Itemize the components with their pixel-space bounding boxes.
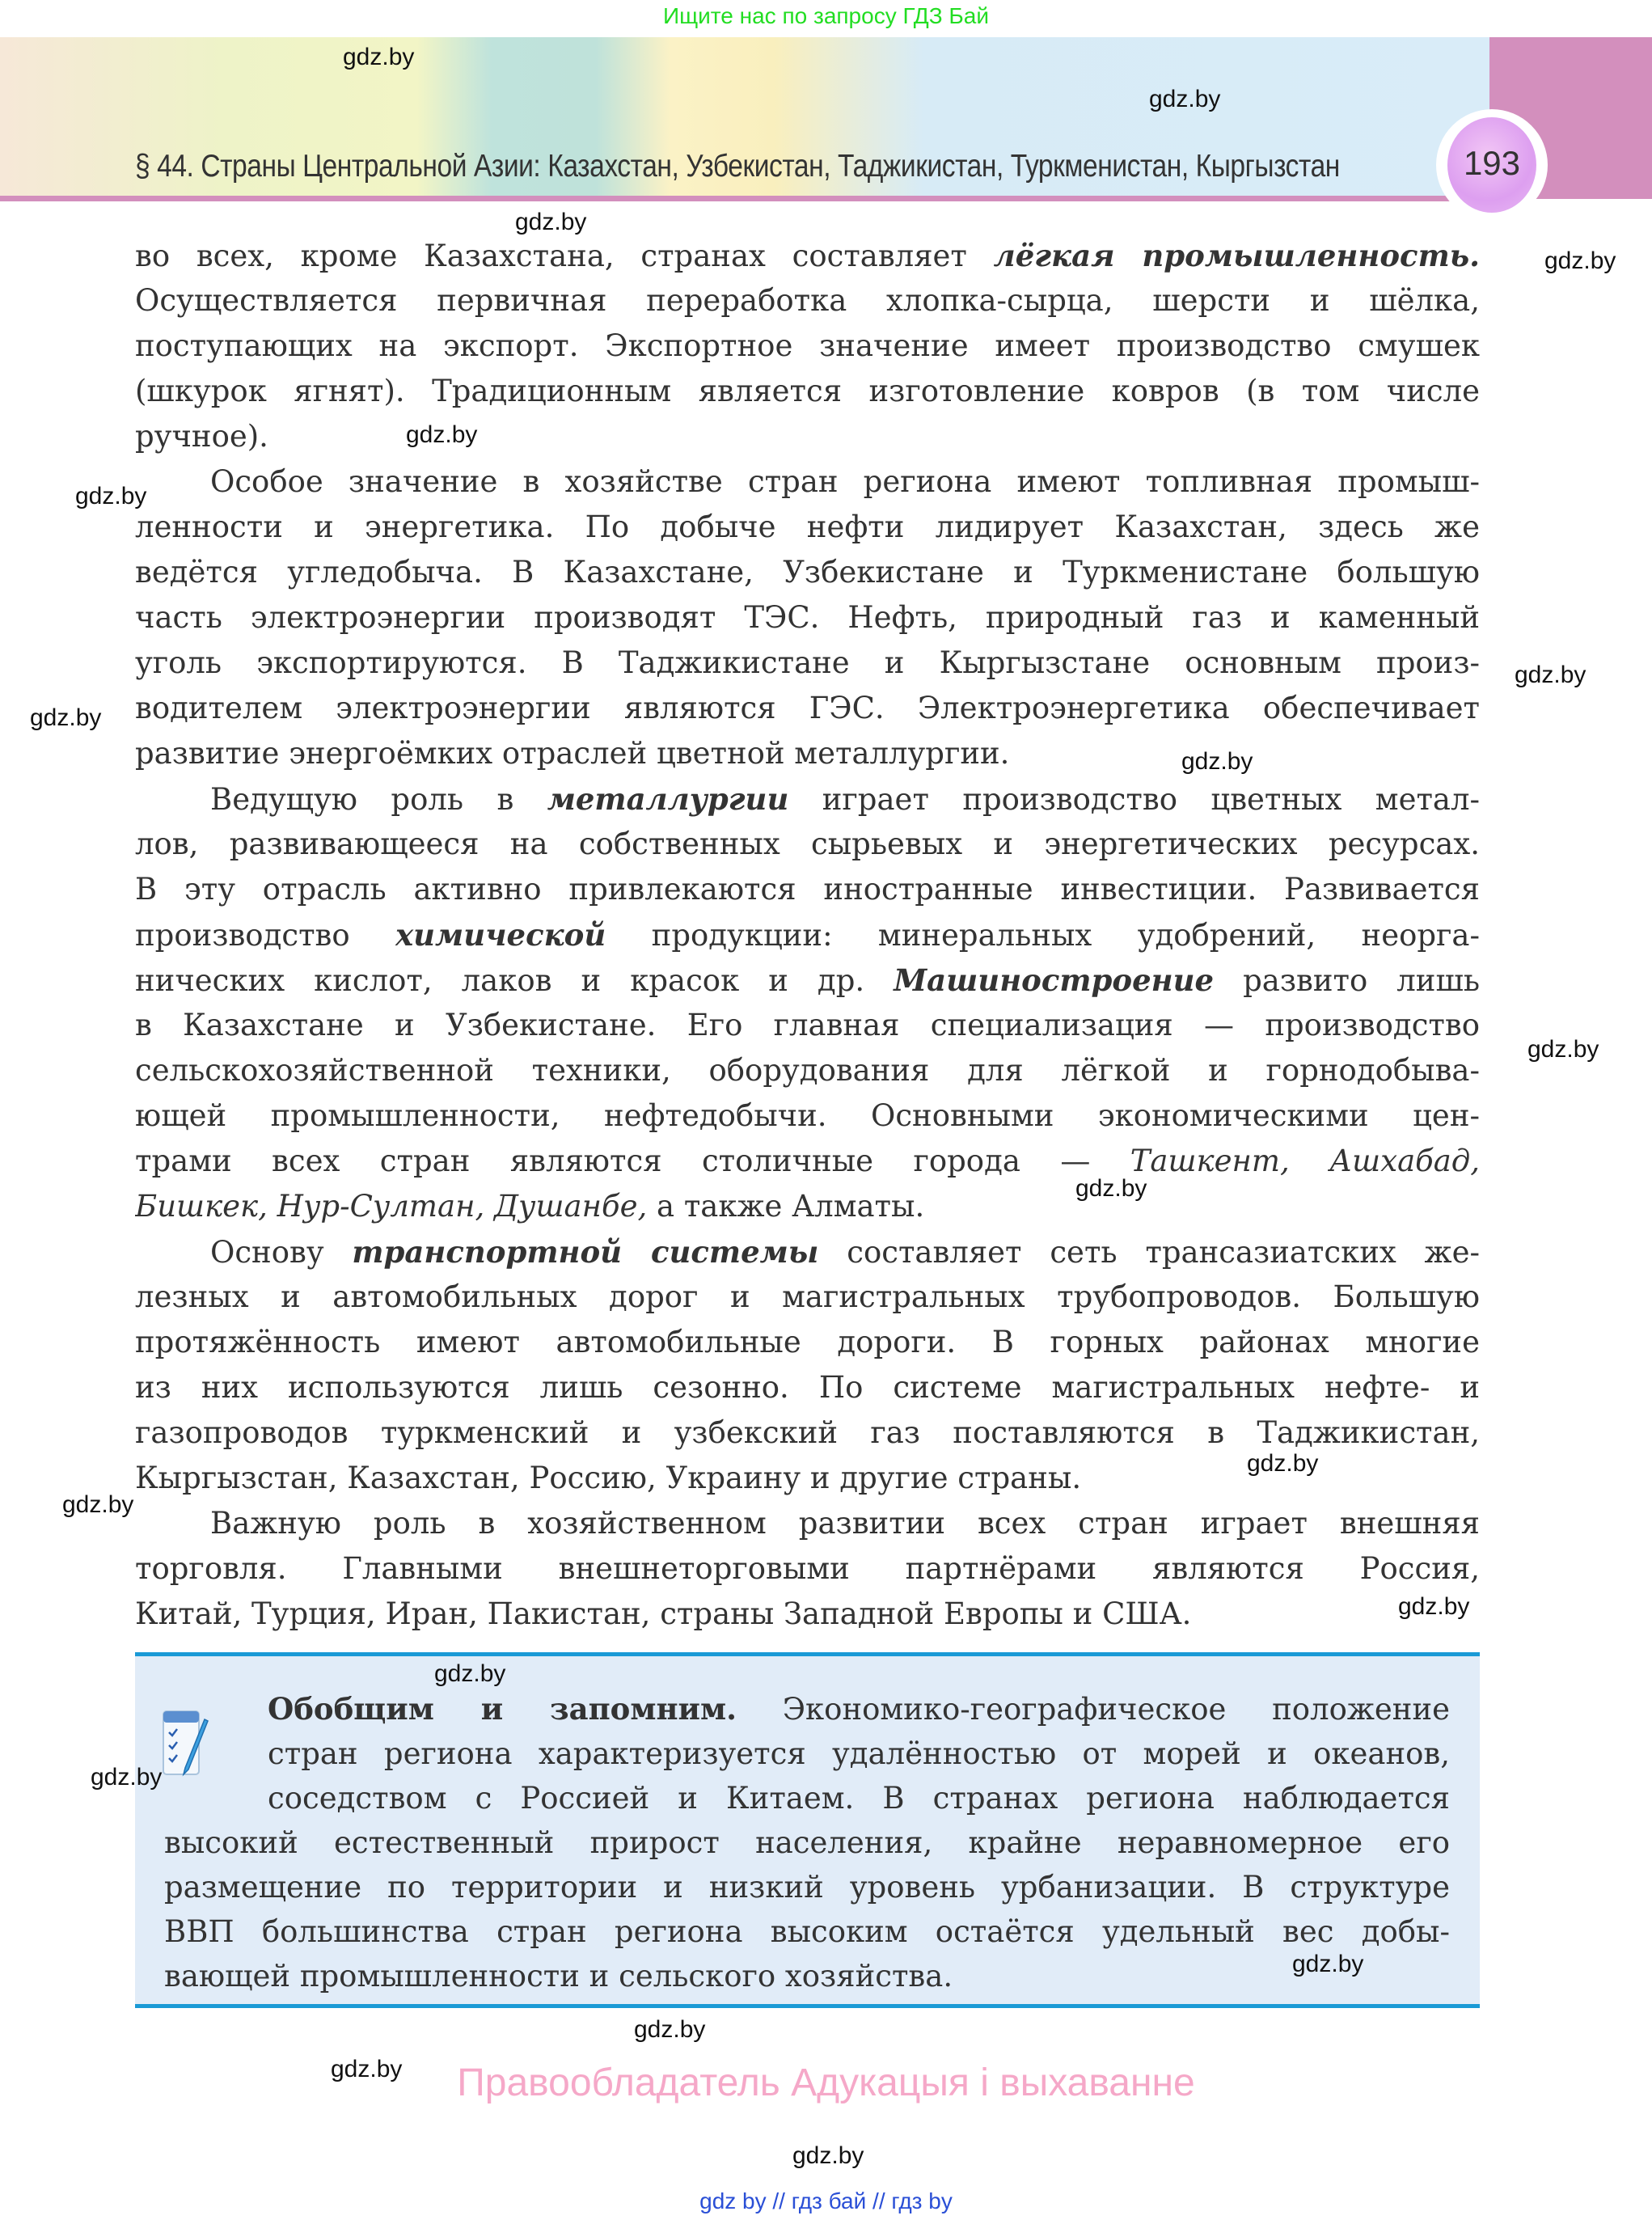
summary-text (164, 1687, 1450, 1998)
text-run: уголь экспортируются. В Таджикистане и Кыргызстане основным произ- (135, 645, 1480, 680)
text-run: соседством с Россией и Китаем. В странах региона наблюдается (268, 1781, 1450, 1816)
watermark: gdz.by (515, 209, 587, 235)
text-line (135, 822, 1480, 867)
body-text (135, 233, 1480, 1637)
text-line (135, 1229, 1480, 1275)
search-hint: Ищите нас по запросу ГДЗ Бай (662, 3, 990, 28)
text-line (135, 233, 1480, 278)
paragraph (135, 776, 1480, 1229)
text-run: в Казахстане и Узбекистане. Его главная специализация — производство (135, 1008, 1480, 1042)
text-run: лезных и автомобильных дорог и магистральных трубопроводов. Большую (135, 1279, 1480, 1314)
watermark: gdz.by (1544, 247, 1616, 274)
text-run: составляет сеть трансазиатских же- (818, 1235, 1480, 1270)
text-line (135, 1003, 1480, 1048)
text-run: ведётся угледобыча. В Казахстане, Узбекистане и Туркменистане большую (135, 555, 1480, 590)
watermark: gdz.by (1515, 662, 1587, 688)
text-line (135, 1139, 1480, 1184)
watermark: gdz.by (406, 421, 478, 448)
emphasized-term: транспортной системы (352, 1234, 819, 1270)
watermark: gdz.by (1527, 1036, 1599, 1063)
text-line (135, 505, 1480, 550)
text-run: Особое значение в хозяйстве стран региона имеют топливная промыш- (210, 464, 1480, 499)
watermark: gdz.by (792, 2142, 864, 2169)
emphasized-term: Бишкек, Нур-Султан, Душанбе, (135, 1189, 648, 1224)
text-line (135, 1093, 1480, 1139)
text-run: вающей промышленности и сельского хозяйства. (164, 1959, 953, 1994)
text-run: ленности и энергетика. По добыче нефти лидирует Казахстан, здесь же (135, 509, 1480, 544)
text-run: ВВП большинства стран региона высоким остаётся удельный вес добы- (164, 1914, 1450, 1949)
text-line (164, 1731, 1450, 1776)
watermark: gdz.by (75, 483, 147, 509)
text-line (135, 278, 1480, 323)
text-line (135, 1546, 1480, 1592)
text-run: а также Алматы. (647, 1189, 925, 1224)
text-line (135, 912, 1480, 958)
section-title: § 44. Страны Центральной Азии: Казахстан, Узбекистан, Таджикистан, Туркменистан, Кыргызстан (135, 149, 1340, 184)
header-divider (0, 196, 1489, 201)
emphasized-term: Ташкент, Ашхабад, (1130, 1144, 1480, 1178)
text-run: газопроводов туркменский и узбекский газ поставляются в Таджикистан, (135, 1415, 1480, 1450)
text-line (164, 1820, 1450, 1865)
text-run: производство (135, 918, 396, 953)
text-run: водителем электроэнергии являются ГЭС. Электроэнергетика обеспечивает (135, 691, 1480, 725)
text-line (135, 776, 1480, 822)
text-line (135, 731, 1480, 776)
text-run: во всех, кроме Казахстана, странах составляет (135, 239, 994, 273)
watermark: gdz.by (634, 2016, 706, 2043)
text-run: (шкурок ягнят). Традиционным является изготовление ковров (в том числе (135, 374, 1480, 408)
text-run: торговля. Главными внешнеторговыми партнёрами являются Россия, (135, 1551, 1480, 1586)
text-run: развитие энергоёмких отраслей цветной металлургии. (135, 736, 1010, 771)
text-run: размещение по территории и низкий уровень урбанизации. В структуре (164, 1870, 1450, 1905)
text-run: трами всех стран являются столичные города — (135, 1144, 1130, 1178)
watermark: gdz.by (343, 44, 415, 70)
text-run: Важную роль в хозяйственном развитии всех стран играет внешняя (210, 1506, 1480, 1541)
text-run: нических кислот, лаков и красок и др. (135, 963, 894, 998)
paragraph (135, 459, 1480, 776)
text-line (135, 1592, 1480, 1637)
emphasized-term: металлургии (547, 781, 789, 817)
text-line (164, 1909, 1450, 1954)
emphasized-term: Машиностроение (894, 962, 1215, 998)
emphasized-term: лёгкая промышленность. (993, 238, 1480, 273)
text-run: из них используются лишь сезонно. По системе магистральных нефте- и (135, 1370, 1480, 1405)
text-run: Кыргызстан, Казахстан, Россию, Украину и другие страны. (135, 1461, 1082, 1495)
text-run: высокий естественный прирост населения, крайне неравномерное его (164, 1825, 1450, 1860)
text-line (135, 958, 1480, 1003)
text-run: ющей промышленности, нефтедобычи. Основными экономическими цен- (135, 1098, 1480, 1133)
text-line (135, 1048, 1480, 1093)
text-run: Осуществляется первичная переработка хлопка-сырца, шерсти и шёлка, (135, 283, 1480, 318)
text-line (135, 369, 1480, 414)
text-line (135, 323, 1480, 369)
page-number: 193 (1463, 144, 1521, 182)
watermark: gdz.by (1149, 86, 1221, 112)
text-line (135, 414, 1480, 459)
watermark: gdz.by (1181, 748, 1253, 775)
paragraph (135, 1501, 1480, 1637)
text-line (135, 1184, 1480, 1229)
text-line (135, 459, 1480, 505)
text-run: В эту отрасль активно привлекаются иностранные инвестиции. Развивается (135, 872, 1480, 907)
watermark: gdz.by (91, 1764, 163, 1791)
text-line (135, 686, 1480, 731)
watermark: gdz.by (331, 2056, 403, 2082)
text-line (135, 1365, 1480, 1410)
text-line (135, 595, 1480, 641)
watermark: gdz.by (30, 704, 102, 731)
text-line (164, 1954, 1450, 1998)
text-run: продукции: минеральных удобрений, неорга- (606, 918, 1480, 953)
emphasized-term: химической (395, 917, 606, 953)
text-run: Экономико-географическое положение (737, 1692, 1450, 1727)
watermark: gdz.by (434, 1660, 506, 1687)
copyright-notice: Правообладатель Адукацыя і выхаванне (457, 2061, 1195, 2104)
emphasized-term: Обобщим и запомним. (268, 1691, 737, 1727)
text-line (164, 1865, 1450, 1909)
text-run: часть электроэнергии производят ТЭС. Нефть, природный газ и каменный (135, 600, 1480, 635)
text-run: сельскохозяйственной техники, оборудования для лёгкой и горнодобыва- (135, 1053, 1480, 1088)
text-line (135, 1275, 1480, 1320)
text-line (135, 550, 1480, 595)
text-line (135, 1410, 1480, 1456)
bottom-links[interactable]: gdz by // гдз бай // гдз by (699, 2188, 953, 2213)
watermark: gdz.by (1398, 1593, 1470, 1620)
watermark: gdz.by (62, 1491, 134, 1518)
text-run: ручное). (135, 419, 268, 454)
text-line (135, 641, 1480, 686)
text-run: играет производство цветных метал- (788, 782, 1480, 817)
text-line (164, 1776, 1450, 1820)
text-line (135, 1320, 1480, 1365)
text-run: лов, развивающееся на собственных сырьевых и энергетических ресурсах. (135, 827, 1480, 861)
watermark: gdz.by (1247, 1450, 1319, 1477)
text-run: протяжённость имеют автомобильные дороги. В горных районах многие (135, 1325, 1480, 1359)
text-run: Китай, Турция, Иран, Пакистан, страны Западной Европы и США. (135, 1596, 1192, 1631)
watermark: gdz.by (1075, 1175, 1147, 1202)
text-line (135, 1501, 1480, 1546)
text-run: Ведущую роль в (210, 782, 547, 817)
text-run: Основу (210, 1235, 353, 1270)
summary-box (135, 1652, 1480, 2008)
text-run: развито лишь (1214, 963, 1480, 998)
text-line (135, 867, 1480, 912)
text-line (164, 1687, 1450, 1731)
watermark: gdz.by (1292, 1951, 1364, 1977)
paragraph (135, 233, 1480, 459)
text-run: стран региона характеризуется удалённостью от морей и океанов, (268, 1736, 1450, 1771)
text-run: поступающих на экспорт. Экспортное значение имеет производство смушек (135, 328, 1480, 363)
